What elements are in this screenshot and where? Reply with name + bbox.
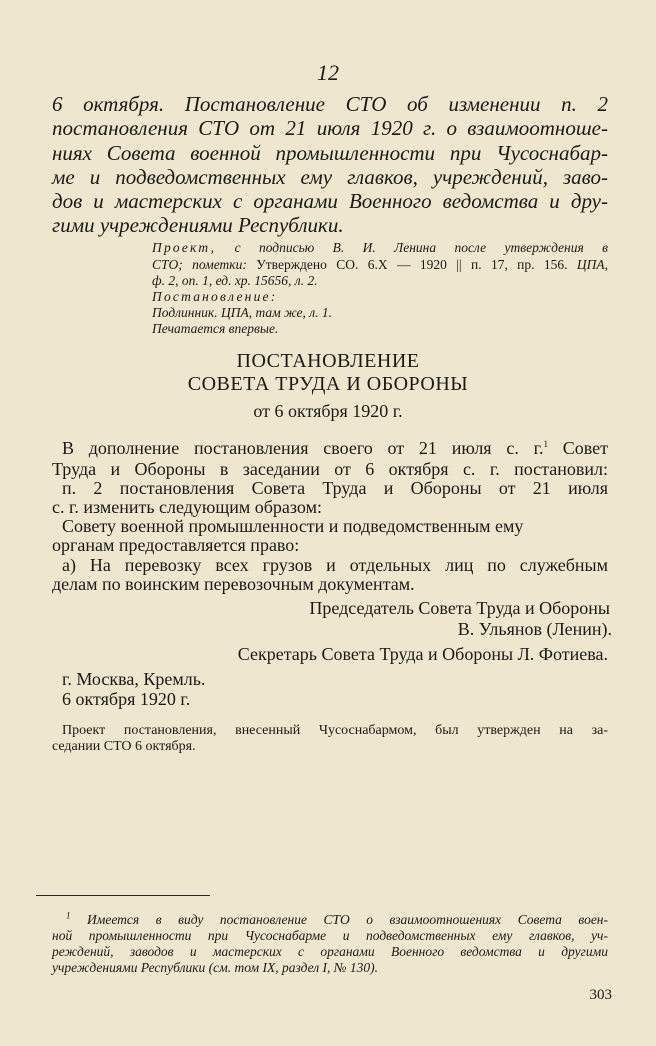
source-note-line-2: СТО; пометки: Утверждено СО. 6.X — 1920 || п. 17, пр. 156. ЦПА, xyxy=(152,257,609,272)
footnote-line-1: $^1$ Имеется в виду постановление СТО о взаимоотношениях Совета воен- xyxy=(66,910,609,927)
footnote-reference: 1 xyxy=(543,439,548,449)
body-line-6: органам предоставляется право: xyxy=(52,535,300,555)
editorial-note-line-1: Проект постановления, внесенный Чусоснабармом, был утвержден на за- xyxy=(62,723,608,738)
document-title-line-3: ниях Совета военной промышленности при Чусоснабар- xyxy=(52,141,608,165)
body-line-1: В дополнение постановления своего от 21 июля с. г.$^1$ Совет xyxy=(62,438,608,458)
secretary-signature: Секретарь Совета Труда и Обороны Л. Фотиева. xyxy=(237,644,608,664)
signing-place: г. Москва, Кремль. xyxy=(62,669,206,689)
document-title-line-6: гими учреждениями Республики. xyxy=(52,213,344,237)
source-note-line-3: ф. 2, оп. 1, ед. хр. 15656, л. 2. xyxy=(152,273,318,288)
body-line-4: с. г. изменить следующим образом: xyxy=(52,497,322,517)
document-title-line-2: постановления СТО от 21 июля 1920 г. о взаимоотноше- xyxy=(52,116,608,140)
chairman-name: В. Ульянов (Ленин). xyxy=(457,619,612,639)
page-number: 303 xyxy=(589,987,612,1003)
source-note-line-5: Подлинник. ЦПА, там же, л. 1. xyxy=(152,305,333,320)
footnote-marker: 1 xyxy=(66,910,71,921)
footnote-separator xyxy=(36,895,210,896)
editorial-note-line-2: седании СТО 6 октября. xyxy=(52,739,196,754)
footnote-line-4: учреждениями Республики (см. том IX, раздел I, № 130). xyxy=(52,960,378,975)
body-line-5: Совету военной промышленности и подведомственным ему xyxy=(62,516,524,536)
body-line-3: п. 2 постановления Совета Труда и Обороны от 21 июля xyxy=(62,478,608,498)
source-note-line-6: Печатается впервые. xyxy=(152,321,279,336)
document-number: 12 xyxy=(317,60,339,85)
body-line-8: делам по воинским перевозочным документам. xyxy=(52,574,415,594)
decree-heading-date: от 6 октября 1920 г. xyxy=(253,401,403,421)
footnote-line-3: реждений, заводов и мастерских с органами Военного ведомства и другими xyxy=(52,944,608,959)
document-title-line-5: дов и мастерских с органами Военного ведомства и дру- xyxy=(52,189,608,213)
decree-heading-line-2: СОВЕТА ТРУДА И ОБОРОНЫ xyxy=(187,373,469,395)
document-title-line-1: 6 октября. Постановление СТО об изменении п. 2 xyxy=(52,92,608,116)
document-title-line-4: ме и подведомственных ему главков, учреждений, заво- xyxy=(52,165,608,189)
chairman-title: Председатель Совета Труда и Обороны xyxy=(309,598,610,618)
body-line-7: а) На перевозку всех грузов и отдельных лиц по служебным xyxy=(62,555,608,575)
signing-date: 6 октября 1920 г. xyxy=(62,689,191,709)
source-note-line-4: Постановление: xyxy=(152,289,278,304)
body-line-2: Труда и Обороны в заседании от 6 октября с. г. постановил: xyxy=(52,459,608,479)
footnote-line-2: ной промышленности при Чусоснабарме и подведомственных ему главков, уч- xyxy=(52,928,608,943)
decree-heading-line-1: ПОСТАНОВЛЕНИЕ xyxy=(236,350,420,372)
source-note-line-1: Проект, с подписью В. И. Ленина после утверждения в xyxy=(152,240,608,255)
